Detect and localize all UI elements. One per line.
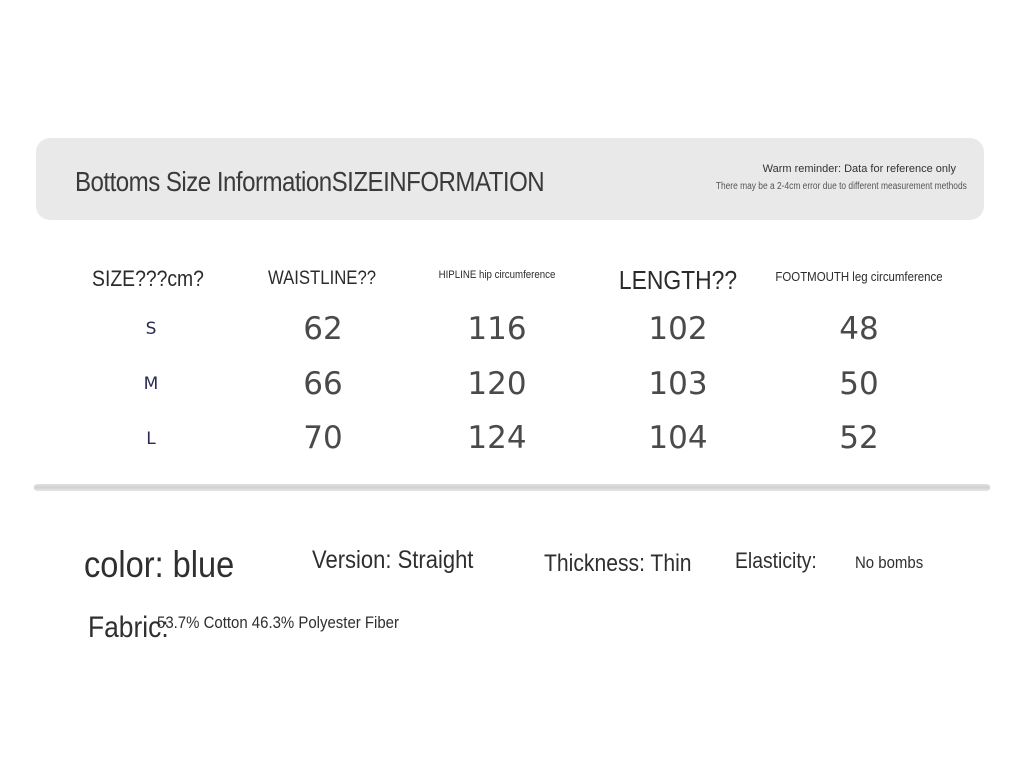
color-attribute: color: blue (84, 544, 235, 585)
column-header-hipline: HIPLINE hip circumference (438, 269, 556, 281)
table-cell-length: 103 (648, 366, 708, 402)
table-cell-waist: 70 (303, 420, 343, 456)
measurement-error-note: There may be a 2-4cm error due to different measurement methods (715, 181, 967, 192)
fabric-value: 53.7% Cotton 46.3% Polyester Fiber (157, 613, 399, 632)
section-divider (34, 484, 990, 491)
table-cell-length: 104 (648, 420, 708, 456)
table-row-size: S (145, 319, 157, 339)
table-cell-hip: 120 (467, 366, 527, 402)
column-header-size: SIZE???cm? (92, 266, 204, 291)
table-cell-waist: 66 (303, 366, 343, 402)
table-cell-hip: 124 (467, 420, 527, 456)
table-cell-hip: 116 (467, 311, 527, 347)
column-header-footmouth: FOOTMOUTH leg circumference (775, 269, 943, 284)
table-cell-length: 102 (648, 311, 708, 347)
version-attribute: Version: Straight (312, 546, 474, 574)
table-cell-foot: 50 (839, 366, 879, 402)
table-row-size: M (143, 374, 159, 394)
thickness-attribute: Thickness: Thin (544, 550, 692, 577)
column-header-waistline: WAISTLINE?? (267, 268, 377, 289)
column-header-length: LENGTH?? (618, 265, 738, 295)
table-cell-waist: 62 (303, 311, 343, 347)
table-cell-foot: 48 (839, 311, 879, 347)
page-title: Bottoms Size InformationSIZEINFORMATION (75, 166, 545, 197)
elasticity-value: No bombs (855, 553, 924, 572)
elasticity-attribute: Elasticity: (735, 548, 817, 573)
fabric-label: Fabric: (88, 611, 169, 644)
warm-reminder: Warm reminder: Data for reference only (762, 163, 956, 175)
table-row-size: L (146, 429, 156, 449)
table-cell-foot: 52 (839, 420, 879, 456)
